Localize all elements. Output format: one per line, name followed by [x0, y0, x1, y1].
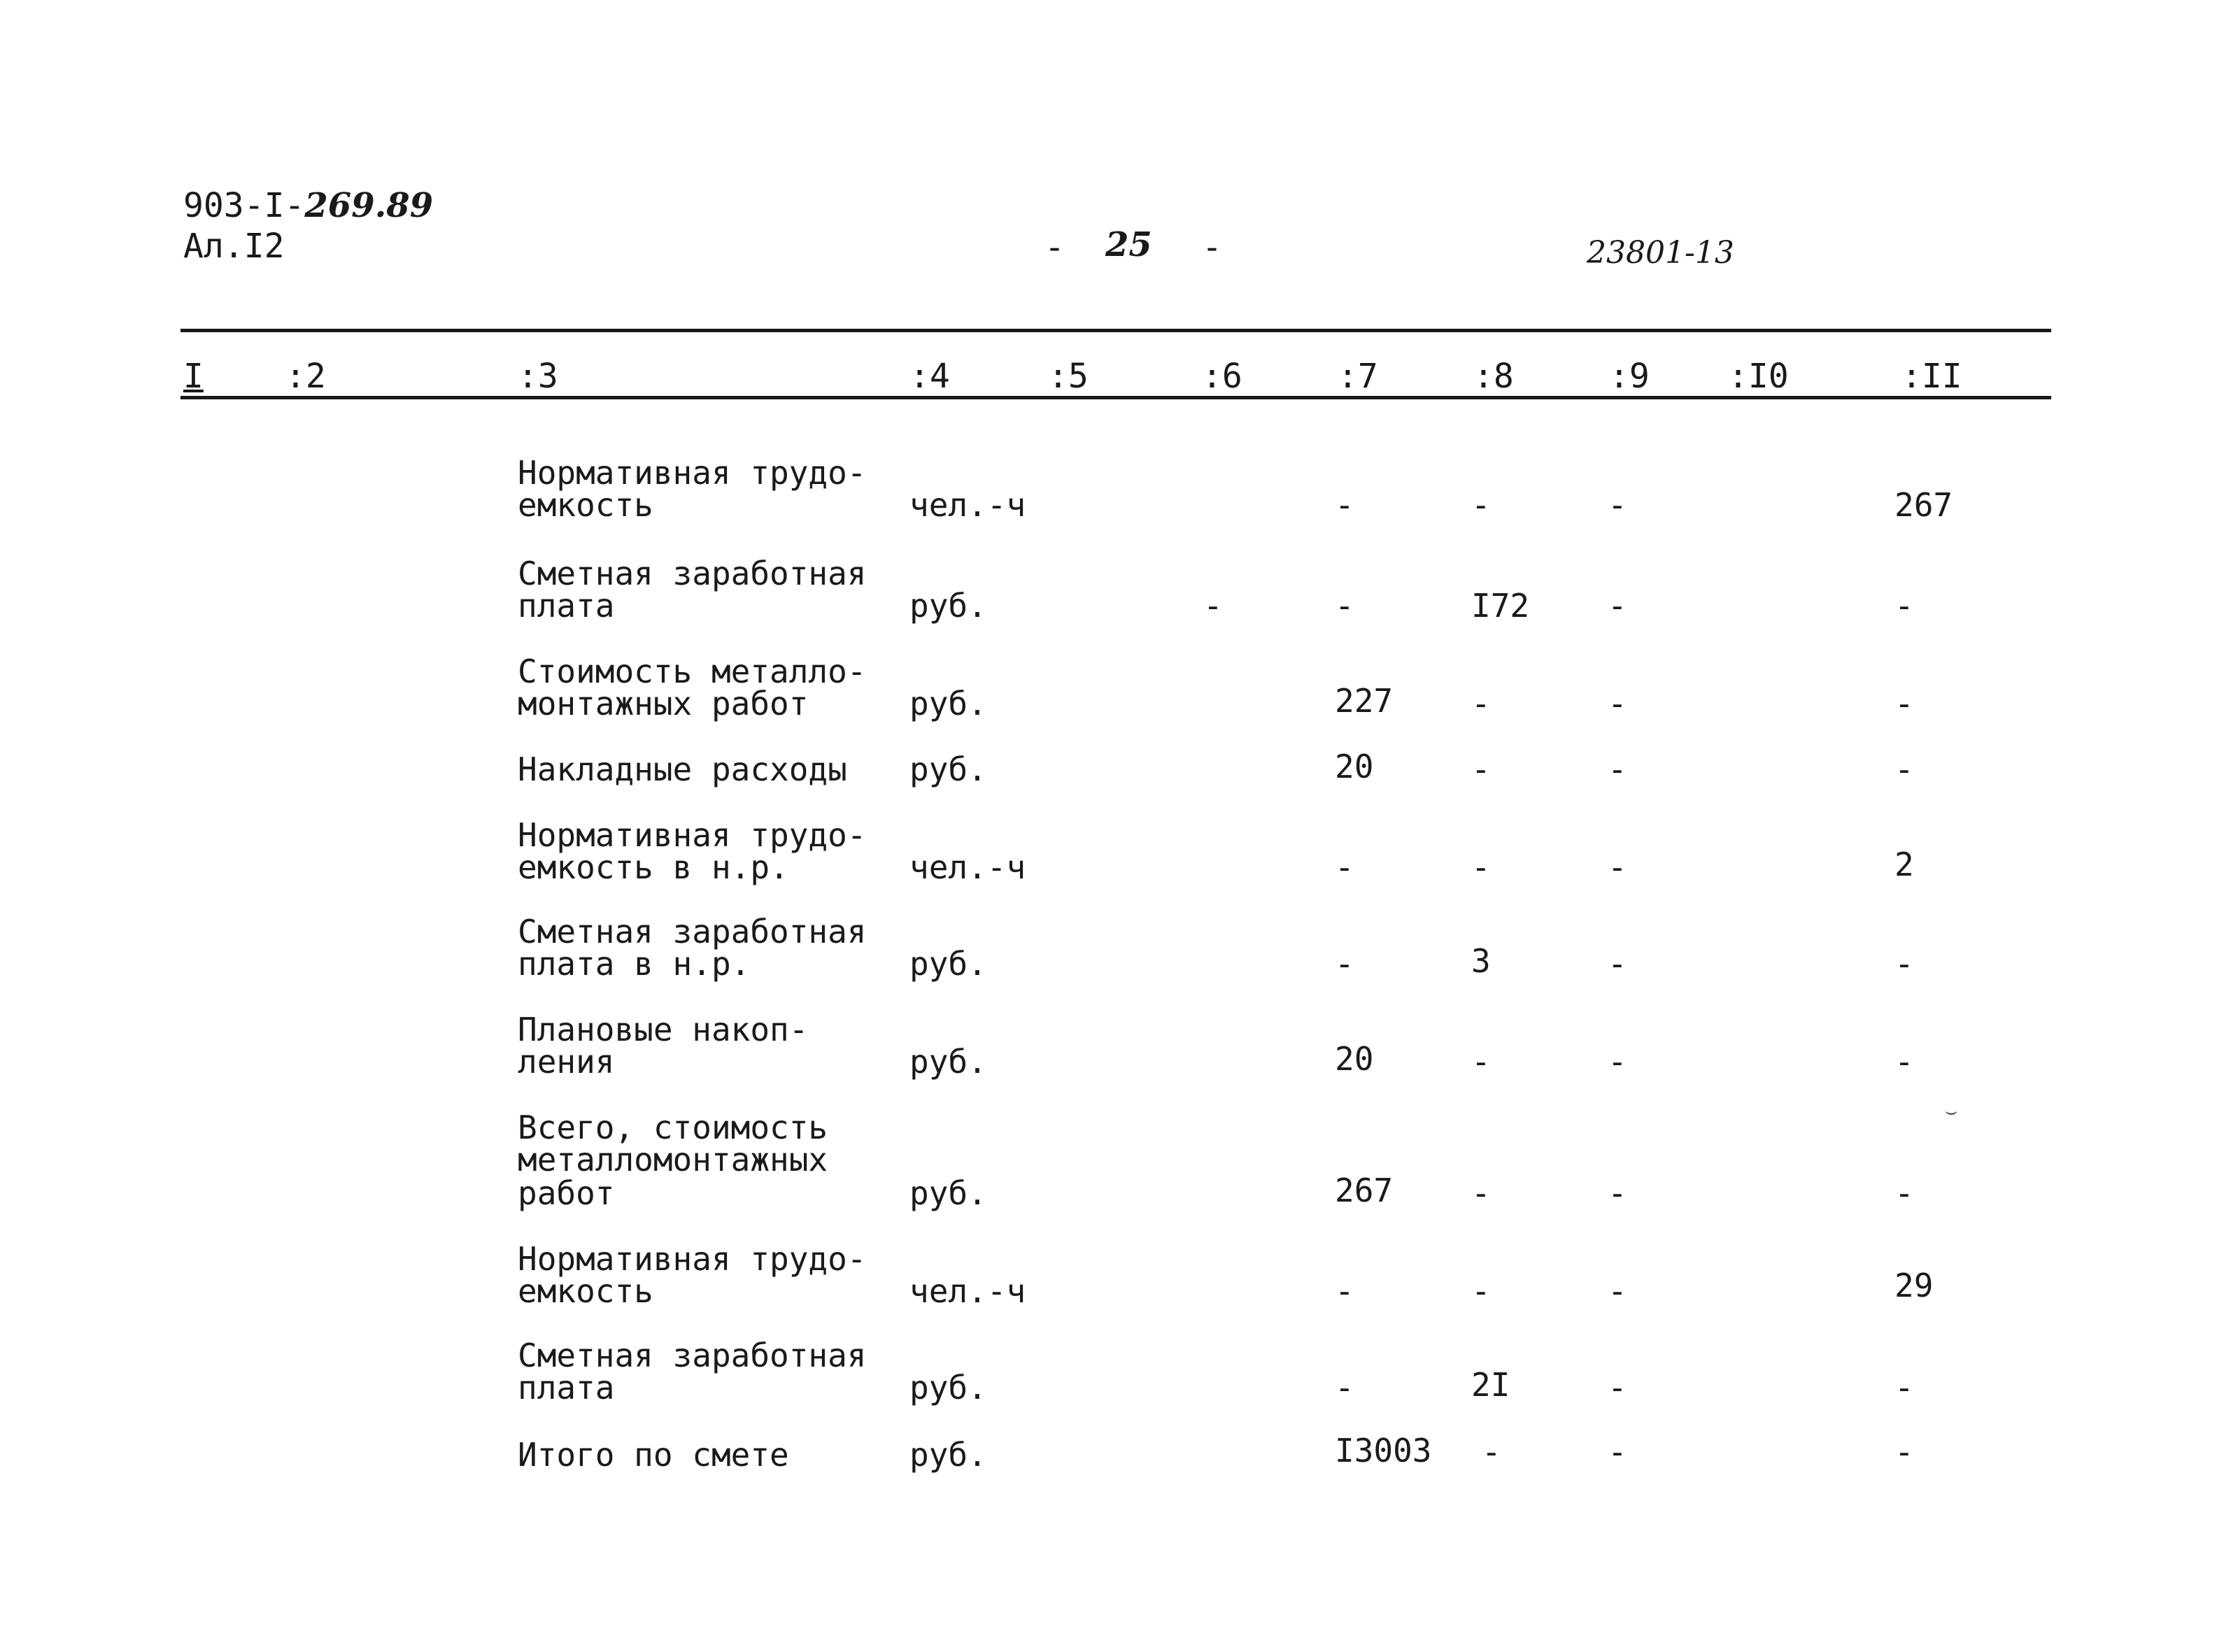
page-number: 25 — [1105, 225, 1152, 264]
row-unit: чел.-ч — [909, 1272, 1026, 1310]
row-value-col8: - — [1471, 750, 1491, 788]
table-row — [0, 1011, 2231, 1081]
column-header-5: :5 — [1048, 357, 1089, 396]
row-value-col8: 3 — [1471, 942, 1491, 980]
row-description-line: Всего, стоимость — [518, 1109, 828, 1146]
table-row — [0, 1432, 2231, 1474]
row-description-line: Сметная заработная — [518, 913, 867, 950]
table-row — [0, 454, 2231, 524]
row-value-col7: 20 — [1335, 1040, 1374, 1078]
row-value-col7: 20 — [1335, 748, 1374, 785]
row-description-line: емкость — [518, 486, 653, 524]
row-description-line: Нормативная трудо- — [518, 454, 867, 492]
column-header-4: :4 — [909, 357, 950, 396]
column-header-11: :II — [1901, 357, 1962, 396]
row-value-col8: - — [1471, 1272, 1491, 1310]
row-unit: руб. — [909, 1043, 987, 1081]
album-number: Ал.I2 — [183, 227, 285, 266]
row-value-col9: - — [1608, 1174, 1627, 1212]
row-description-line: плата — [518, 1369, 615, 1407]
row-value-col11: 267 — [1894, 486, 1953, 524]
document-number — [183, 186, 434, 225]
row-unit: руб. — [909, 1369, 987, 1407]
row-value-col11: - — [1894, 685, 1914, 722]
column-header-2: :2 — [285, 357, 326, 396]
row-value-col9: - — [1608, 486, 1627, 524]
row-unit: руб. — [909, 1174, 987, 1212]
table-row — [0, 748, 2231, 788]
row-value-col9: - — [1608, 848, 1627, 886]
row-value-col9: - — [1608, 1369, 1627, 1407]
table-row — [0, 653, 2231, 722]
row-description-line: Нормативная трудо- — [518, 1240, 867, 1278]
page-number-dash-left: - — [1044, 228, 1065, 267]
column-header-6: :6 — [1202, 357, 1242, 396]
row-value-col9: - — [1608, 685, 1627, 722]
row-value-col9: - — [1608, 1433, 1627, 1471]
row-value-col11: - — [1894, 1369, 1914, 1407]
row-value-col11: - — [1894, 587, 1914, 625]
row-value-col8: I72 — [1471, 587, 1530, 625]
margin-pen-mark: ⌣ — [1945, 1099, 1958, 1123]
row-description-line: работ — [518, 1174, 615, 1212]
row-value-col8: - — [1471, 685, 1491, 722]
table-row — [0, 555, 2231, 625]
row-unit: руб. — [909, 685, 987, 722]
row-value-col7: 227 — [1335, 682, 1394, 720]
row-description-line: Сметная заработная — [518, 1337, 867, 1374]
row-value-col7: - — [1335, 1272, 1354, 1310]
column-header-7: :7 — [1338, 357, 1378, 396]
document-number-prefix: 903-I- — [183, 186, 305, 225]
row-unit: руб. — [909, 945, 987, 983]
row-value-col8: - — [1471, 848, 1491, 886]
column-header-8: :8 — [1473, 357, 1514, 396]
row-value-col11: - — [1894, 750, 1914, 788]
row-description-line: плата в н.р. — [518, 945, 751, 983]
row-value-col7: - — [1335, 945, 1354, 983]
row-value-col7: - — [1335, 1369, 1354, 1407]
row-unit: чел.-ч — [909, 848, 1026, 886]
row-value-col6: - — [1203, 587, 1223, 625]
row-value-col7: 267 — [1335, 1172, 1394, 1209]
row-description-line: емкость — [518, 1272, 653, 1310]
table-row — [0, 1337, 2231, 1407]
row-description-line: ления — [518, 1043, 615, 1081]
document-code: 23801-13 — [1587, 235, 1734, 271]
row-description-line: Сметная заработная — [518, 555, 867, 592]
row-description-line: Плановые накоп- — [518, 1011, 809, 1048]
row-value-col11: - — [1894, 1043, 1914, 1081]
page-number-dash-right: - — [1202, 228, 1222, 267]
row-value-col11: - — [1894, 945, 1914, 983]
row-description-line: металломонтажных — [518, 1141, 828, 1179]
row-unit: чел.-ч — [909, 486, 1026, 524]
row-value-col9: - — [1608, 945, 1627, 983]
row-value-col7: - — [1335, 587, 1354, 625]
row-value-col11: 29 — [1894, 1267, 1934, 1304]
row-value-col8: - — [1482, 1433, 1501, 1471]
document-number-handwritten: 269.89 — [304, 186, 434, 225]
row-value-col7: - — [1335, 486, 1354, 524]
table-row — [0, 1240, 2231, 1310]
column-header-1: I — [183, 357, 204, 396]
row-description-line: Стоимость металло- — [518, 653, 867, 690]
row-value-col8: - — [1471, 1174, 1491, 1212]
row-value-col7: - — [1335, 848, 1354, 886]
row-description-line: емкость в н.р. — [518, 848, 789, 886]
row-description-line: Накладные расходы — [518, 750, 847, 788]
table-top-rule — [180, 329, 2051, 332]
row-description-line: монтажных работ — [518, 685, 809, 722]
column-header-3: :3 — [518, 357, 558, 396]
row-value-col11: - — [1894, 1433, 1914, 1471]
row-value-col9: - — [1608, 1272, 1627, 1310]
row-unit: руб. — [909, 1436, 987, 1474]
column-header-10: :I0 — [1728, 357, 1789, 396]
row-value-col8: - — [1471, 486, 1491, 524]
row-value-col11: - — [1894, 1174, 1914, 1212]
column-header-9: :9 — [1609, 357, 1650, 396]
row-value-col9: - — [1608, 587, 1627, 625]
table-row — [0, 816, 2231, 886]
table-header-rule — [180, 396, 2051, 399]
table-row — [0, 913, 2231, 983]
row-description-line: Нормативная трудо- — [518, 816, 867, 854]
row-description-line: Итого по смете — [518, 1436, 789, 1474]
row-value-col8: 2I — [1471, 1366, 1510, 1404]
table-row — [0, 1109, 2231, 1212]
row-value-col11: 2 — [1894, 846, 1914, 883]
row-value-col9: - — [1608, 750, 1627, 788]
row-description-line: плата — [518, 587, 615, 625]
row-unit: руб. — [909, 587, 987, 625]
row-value-col8: - — [1471, 1043, 1491, 1081]
row-unit: руб. — [909, 750, 987, 788]
row-value-col9: - — [1608, 1043, 1627, 1081]
row-value-col7: I3003 — [1335, 1432, 1432, 1469]
